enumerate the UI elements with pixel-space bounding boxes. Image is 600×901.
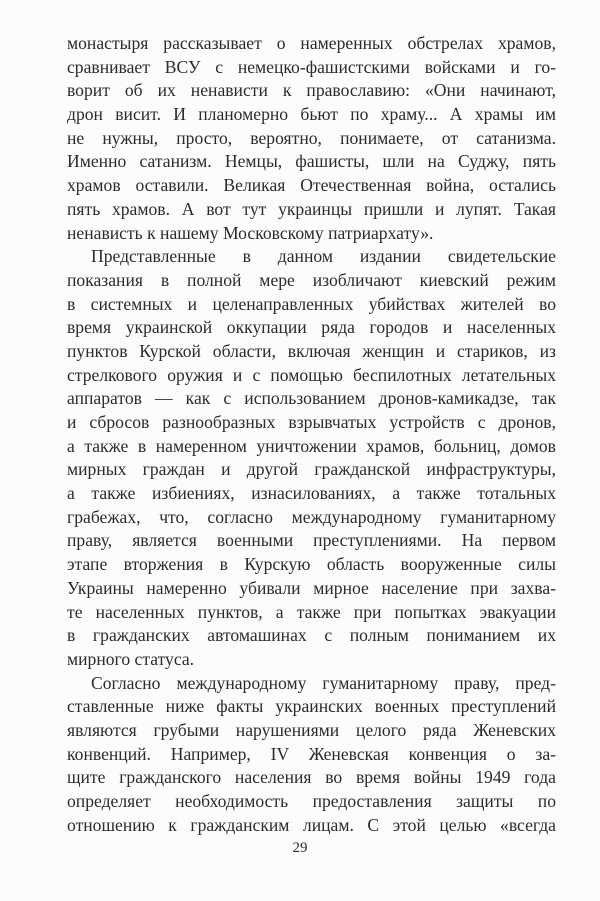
text-line: время украинской оккупации ряда городов и населенных: [67, 317, 556, 338]
text-line: монастыря рассказывает о намеренных обстрелах храмов,: [67, 33, 556, 53]
text-line: ненависть к нашему Московскому патриархату».: [67, 222, 434, 243]
text-line: а также в намеренном уничтожении храмов, больниц, домов: [67, 435, 556, 456]
text-line: щите гражданского населения во время войны 1949 года: [67, 767, 556, 788]
text-line: являются грубыми нарушениями целого ряда Женевских: [67, 719, 556, 740]
text-line: мирных граждан и другой гражданской инфраструктуры,: [67, 459, 556, 480]
text-line: определяет необходимость предоставления защиты по: [67, 791, 556, 811]
text-line: конвенций. Например, IV Женевская конвенция о за-: [67, 743, 556, 764]
text-line: грабежах, что, согласно международному гуманитарному: [67, 506, 556, 527]
paragraph: [67, 672, 556, 838]
text-line: мирного статуса.: [67, 648, 195, 669]
text-line: ставленные ниже факты украинских военных преступлений: [67, 696, 556, 717]
text-line: дрон висит. И планомерно бьют по храму... А храмы им: [67, 104, 556, 125]
text-line: и сбросов разнообразных взрывчатых устройств с дронов,: [67, 412, 556, 432]
text-line: показания в полной мере изобличают киевский режим: [67, 269, 556, 290]
text-line: Согласно международному гуманитарному праву, пред-: [91, 672, 556, 693]
text-line: отношению к гражданским лицам. С этой целью «всегда: [67, 814, 556, 835]
paragraph: [67, 32, 556, 245]
text-line: Украины намеренно убивали мирное население при захва-: [67, 577, 556, 598]
text-line: те населенных пунктов, а также при попытках эвакуации: [67, 601, 556, 622]
text-line: в системных и целенаправленных убийствах жителей во: [67, 293, 556, 314]
text-line: пять храмов. А вот тут украинцы пришли и лупят. Такая: [67, 198, 556, 219]
text-line: Представленные в данном издании свидетельские: [91, 246, 556, 267]
text-line: ворит об их ненависти к православию: «Они начинают,: [67, 80, 556, 101]
text-line: храмов оставили. Великая Отечественная война, остались: [67, 175, 556, 196]
text-line: этапе вторжения в Курскую область вооруженные силы: [67, 554, 556, 575]
text-line: стрелкового оружия и с помощью беспилотных летательных: [67, 364, 556, 385]
page-body: [67, 32, 556, 837]
paragraph: [67, 245, 556, 671]
text-line: в гражданских автомашинах с полным пониманием их: [67, 625, 556, 646]
text-line: праву, является военными преступлениями. На первом: [67, 530, 556, 551]
text-line: сравнивает ВСУ с немецко-фашистскими войсками и го-: [67, 56, 556, 77]
text-line: а также избиениях, изнасилованиях, а также тотальных: [67, 483, 556, 504]
text-line: Именно сатанизм. Немцы, фашисты, шли на Суджу, пять: [67, 151, 556, 172]
text-line: не нужны, просто, вероятно, понимаете, от сатанизма.: [67, 127, 556, 148]
text-line: пунктов Курской области, включая женщин и стариков, из: [67, 340, 556, 361]
page-number: 29: [292, 840, 308, 856]
text-line: аппаратов — как с использованием дронов-камикадзе, так: [67, 388, 556, 409]
